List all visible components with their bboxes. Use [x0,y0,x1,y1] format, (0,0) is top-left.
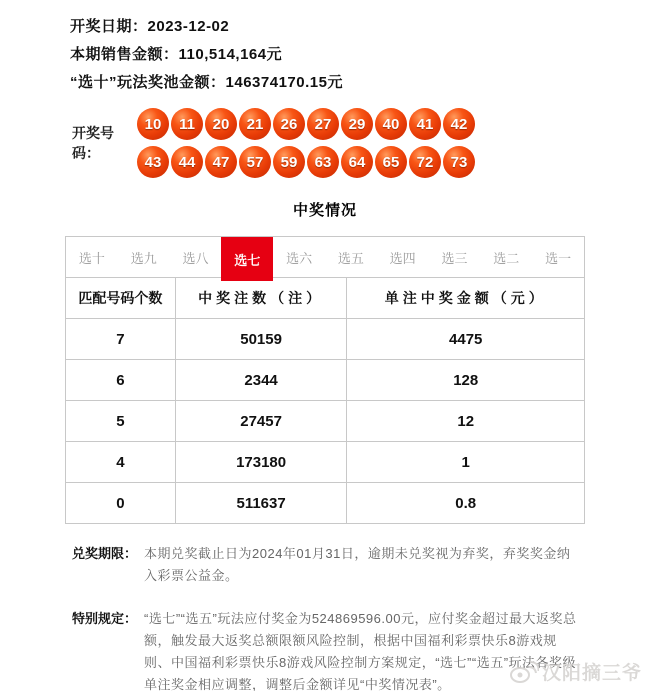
play-tab-9[interactable]: 选二 [493,250,520,266]
table-cell: 128 [347,360,585,401]
prize-table-body [66,319,585,524]
lottery-ball: 59 [273,146,305,178]
lottery-ball: 26 [273,108,305,140]
lottery-ball: 10 [137,108,169,140]
lottery-ball: 21 [239,108,271,140]
lottery-ball: 42 [443,108,475,140]
lottery-ball: 57 [239,146,271,178]
table-cell: 12 [347,401,585,442]
drawn-numbers-section [72,108,650,178]
table-row [66,360,585,401]
play-tab-5[interactable]: 选六 [286,250,313,266]
table-cell: 173180 [175,442,347,483]
play-tab-3[interactable]: 选八 [182,250,209,266]
table-cell: 0.8 [347,483,585,524]
table-cell: 7 [66,319,176,360]
play-type-tabbar [65,236,585,278]
table-row [66,483,585,524]
lottery-ball: 11 [171,108,203,140]
table-cell: 511637 [175,483,347,524]
table-cell: 50159 [175,319,347,360]
lottery-ball: 44 [171,146,203,178]
lottery-ball: 47 [205,146,237,178]
ball-row-1 [137,108,475,140]
prize-table-header-row [66,278,585,319]
ball-rows [137,108,475,178]
draw-date-value: 2023-12-02 [147,18,230,35]
table-cell: 4 [66,442,176,483]
play-tab-7[interactable]: 选四 [389,250,416,266]
table-cell: 6 [66,360,176,401]
table-cell: 1 [347,442,585,483]
note-item [72,608,577,691]
draw-date-label: 开奖日期： [70,18,148,35]
note-text: “选七”“选五”玩法应付奖金为524869596.00元，应付奖金超过最大返奖总额，触发最大返奖总额限额风险控制，根据中国福利彩票快乐8游戏规则、中国福利彩票快乐8游戏风险控制方案规定，“选七”“选五”玩法各奖级单注奖金相应调整，调整后金额详见“中奖情况表”。 [144,611,577,691]
table-cell: 5 [66,401,176,442]
table-header-cell: 匹配号码个数 [66,278,176,319]
table-header-cell: 中奖注数（注） [175,278,347,319]
play-tab-10[interactable]: 选一 [545,250,572,266]
lottery-ball: 27 [307,108,339,140]
prize-table [65,277,585,524]
drawn-numbers-label: 开奖号码： [72,125,114,161]
lottery-ball: 29 [341,108,373,140]
table-row [66,401,585,442]
play-tab-8[interactable]: 选三 [441,250,468,266]
sales-value: 110,514,164元 [178,46,283,63]
lottery-ball: 65 [375,146,407,178]
pool-value: 146374170.15元 [225,74,343,91]
pool-label: “选十”玩法奖池金额： [70,74,226,91]
lottery-ball: 20 [205,108,237,140]
play-tab-1[interactable]: 选十 [78,250,105,266]
note-text: 本期兑奖截止日为2024年01月31日，逾期未兑奖视为弃奖，弃奖奖金纳入彩票公益金。 [144,546,571,583]
section-title: 中奖情况 [292,202,357,219]
lottery-ball: 41 [409,108,441,140]
ball-row-2 [137,146,475,178]
notes-section [72,543,577,691]
note-item [72,543,577,587]
watermark [509,658,642,685]
watermark-text: 汉阳摘三爷 [541,663,642,684]
table-cell: 4475 [347,319,585,360]
play-tab-6[interactable]: 选五 [337,250,364,266]
note-label: 特别规定： [72,611,138,626]
play-tab-4[interactable]: 选七 [221,237,273,281]
weibo-logo-icon [509,660,539,684]
draw-info [70,13,650,97]
table-cell: 27457 [175,401,347,442]
play-tab-2[interactable]: 选九 [130,250,157,266]
table-cell: 2344 [175,360,347,401]
lottery-ball: 40 [375,108,407,140]
sales-line [70,41,650,69]
table-cell: 0 [66,483,176,524]
table-row [66,319,585,360]
lottery-ball: 73 [443,146,475,178]
lottery-ball: 72 [409,146,441,178]
draw-date-line [70,13,650,41]
note-label: 兑奖期限： [72,546,138,561]
table-row [66,442,585,483]
lottery-ball: 64 [341,146,373,178]
sales-label: 本期销售金额： [70,46,179,63]
table-header-cell: 单注中奖金额（元） [347,278,585,319]
lottery-ball: 43 [137,146,169,178]
pool-line [70,69,650,97]
lottery-ball: 63 [307,146,339,178]
